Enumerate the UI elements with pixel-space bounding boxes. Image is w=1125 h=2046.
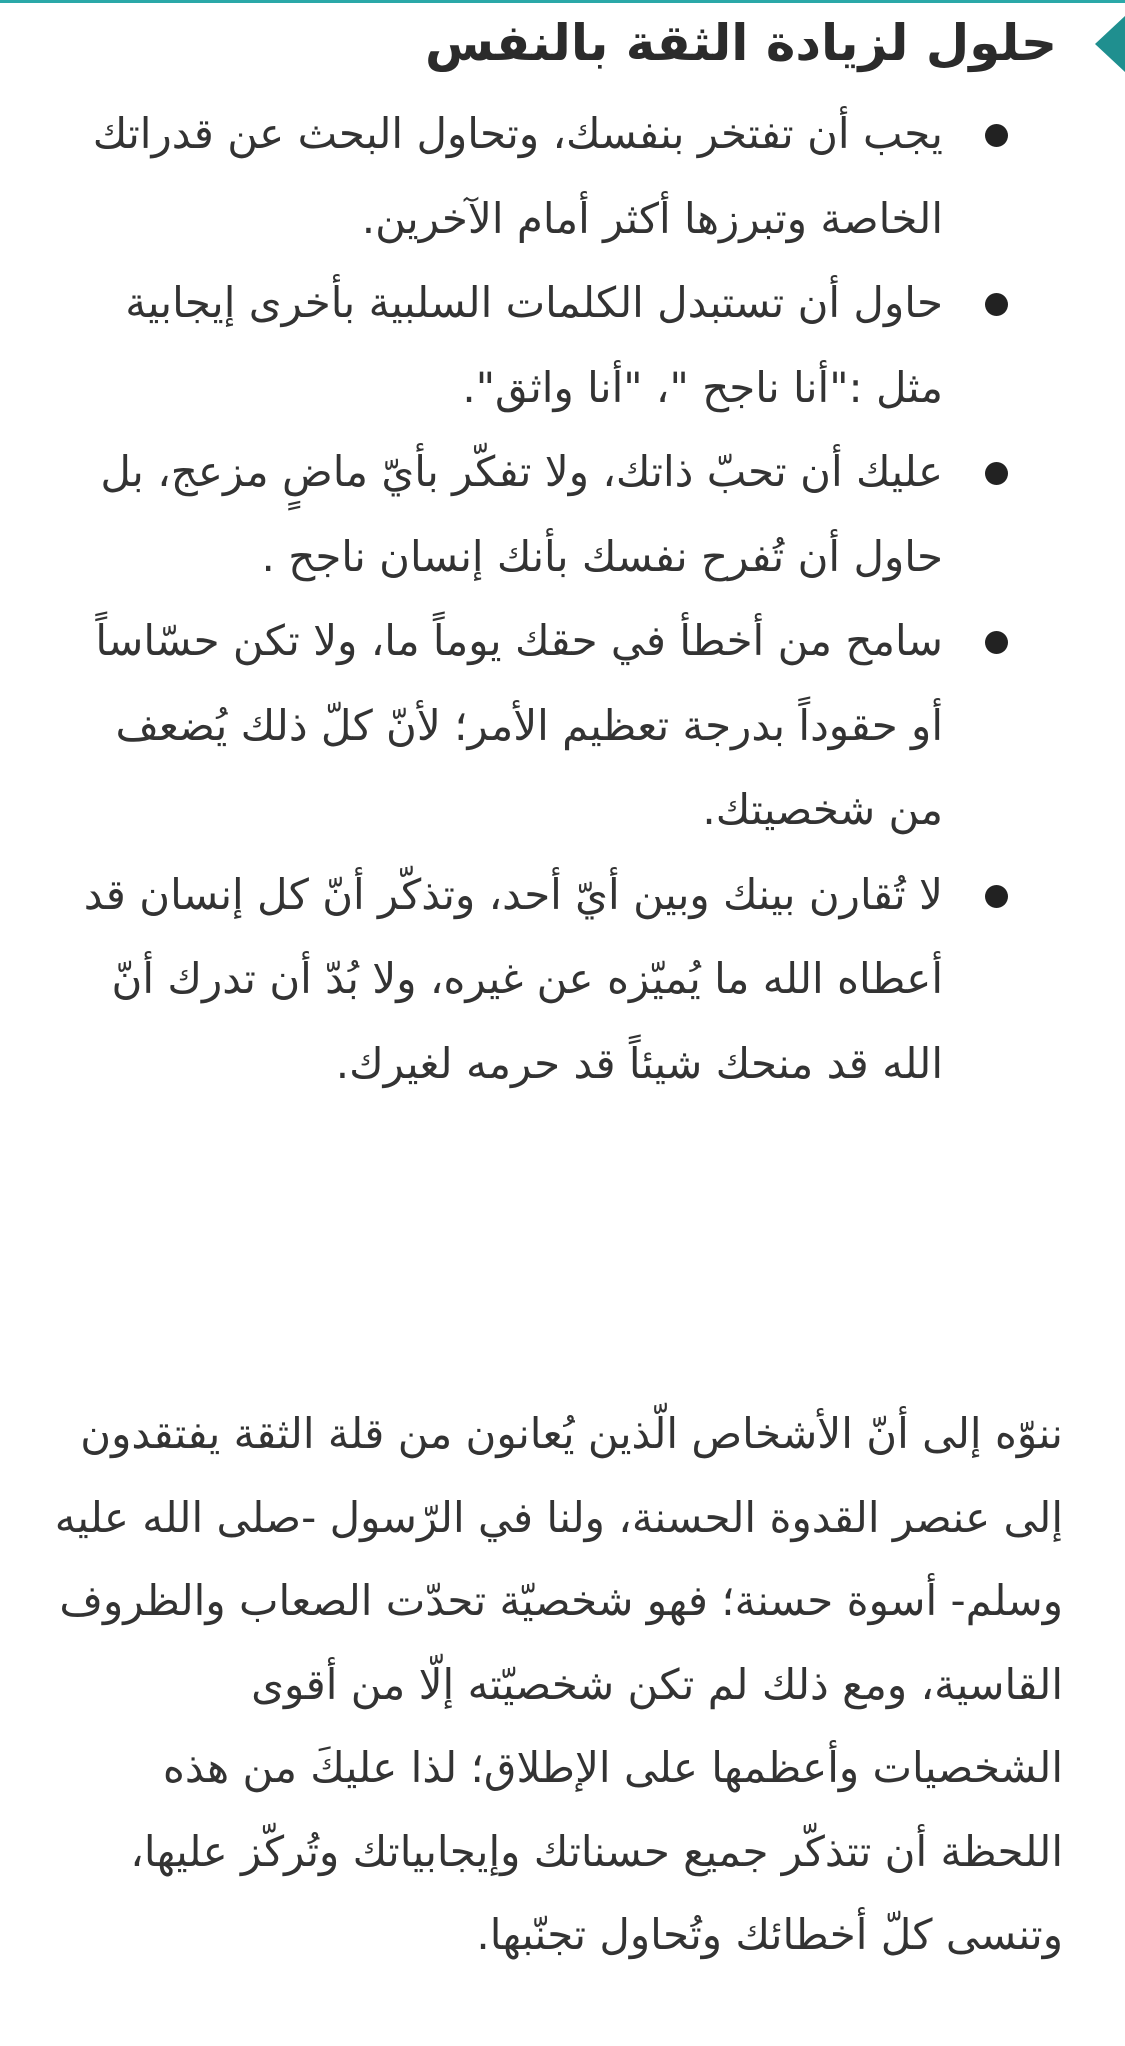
bullet-dot-icon — [985, 462, 1008, 485]
bullet-dot-icon — [985, 885, 1008, 908]
list-item-text: يجب أن تفتخر بنفسك، وتحاول البحث عن قدراتك الخاصة وتبرزها أكثر أمام الآخرين. — [92, 109, 943, 243]
top-accent-line — [0, 0, 1125, 3]
list-item-text: سامح من أخطأ في حقك يوماً ما، ولا تكن حسّاساً أو حقوداً بدرجة تعظيم الأمر؛ لأنّ كلّ ذلك يُضعف من شخصيتك. — [95, 616, 943, 834]
closing-paragraph: ننوّه إلى أنّ الأشخاص الّذين يُعانون من قلة الثقة يفتقدون إلى عنصر القدوة الحسنة، ولنا في الرّسول -صلى الله عليه وسلم- أسوة حسنة؛ فهو شخصيّة تحدّت الصعاب والظروف القاسية، ومع ذلك لم تكن شخصيّته إلّا من أقوى الشخصيات وأعظمها على الإطلاق؛ لذا عليكَ من هذه اللحظة أن تتذكّر جميع حسناتك وإيجابياتك وتُركّز عليها، وتنسى كلّ أخطائك وتُحاول تجنّبها. — [54, 1409, 1063, 1959]
section-heading-bar — [0, 8, 1125, 78]
list-item-text: لا تُقارن بينك وبين أيّ أحد، وتذكّر أنّ كل إنسان قد أعطاه الله ما يُميّزه عن غيره، ولا بُدّ أن تدرك أنّ الله قد منحك شيئاً قد حرمه لغيرك. — [83, 869, 943, 1088]
bullet-dot-icon — [985, 124, 1008, 147]
heading-marker-icon — [1095, 16, 1125, 72]
list-item — [0, 853, 1125, 1107]
list-item — [0, 92, 1125, 261]
list-item-text: حاول أن تستبدل الكلمات السلبية بأخرى إيجابية مثل :"أنا ناجح "، "أنا واثق". — [125, 278, 943, 412]
bullet-dot-icon — [985, 631, 1008, 654]
section-heading: حلول لزيادة الثقة بالنفس — [424, 14, 1057, 72]
tips-list — [0, 92, 1125, 1106]
list-item-text: عليك أن تحبّ ذاتك، ولا تفكّر بأيّ ماضٍ مزعج، بل حاول أن تُفرح نفسك بأنك إنسان ناجح . — [100, 447, 943, 581]
list-item — [0, 261, 1125, 430]
list-item — [0, 599, 1125, 853]
bullet-dot-icon — [985, 293, 1008, 316]
list-item — [0, 430, 1125, 599]
